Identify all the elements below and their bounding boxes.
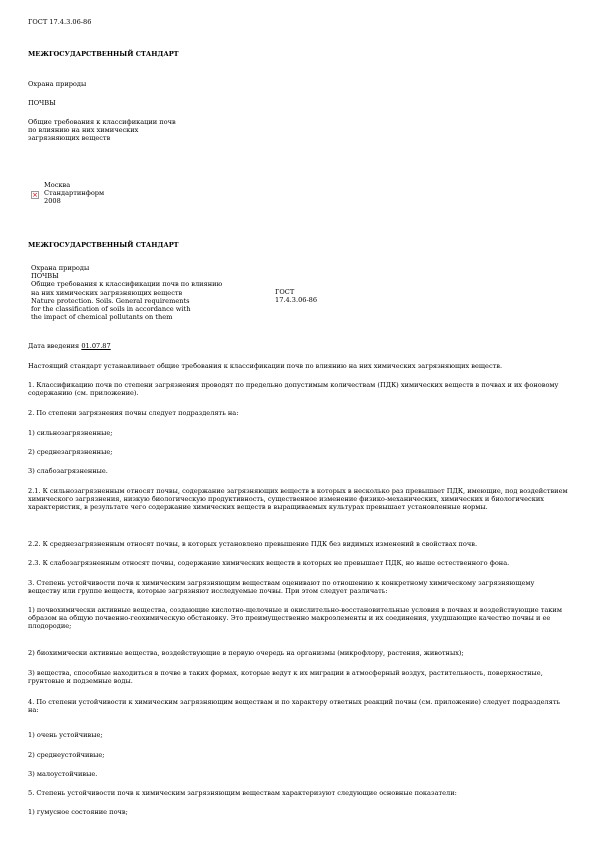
publisher-city: Москва — [44, 181, 71, 189]
standard-type-heading: МЕЖГОСУДАРСТВЕННЫЙ СТАНДАРТ — [28, 50, 179, 58]
publisher-block — [44, 181, 104, 206]
paragraph-2: 2. По степени загрязнения почвы следует подразделять на: — [28, 409, 239, 417]
broken-image-icon: × — [32, 191, 38, 199]
list-item: 2) среднезагрязненные; — [28, 448, 113, 456]
paragraph-3-1: 1) почвохимически активные вещества, создающие кислотно-щелочные и окислительно-восстановительные условия в почвах и воздействующие таким образом на общую почвенно-геохимическую обстановку. Это преимущественно макроэлементы и их соединения, ухудшающие качество почвы и ее плодородие; — [28, 606, 562, 631]
paragraph-3-2: 2) биохимически активные вещества, воздействующие в первую очередь на организмы (микрофлору, растения, животных); — [28, 649, 464, 657]
paragraph-4: 4. По степени устойчивости к химическим загрязняющим веществам и по характеру ответных реакций почвы (см. приложение) следует подразделять на: — [28, 698, 561, 715]
title-block-line: Охрана природы — [31, 264, 90, 272]
introduction-date — [28, 342, 111, 350]
publisher-name: Стандартинформ — [44, 189, 105, 198]
date-label: Дата введения — [28, 342, 80, 350]
gost-number: 17.4.3.06-86 — [275, 296, 318, 305]
publisher-year: 2008 — [44, 197, 61, 206]
title-block-line: for the classification of soils in accordance with — [31, 305, 191, 314]
title-block-line: на них химических загрязняющих веществ — [31, 288, 183, 297]
cover-title — [28, 118, 176, 143]
list-item: 1) сильнозагрязненные; — [28, 429, 113, 437]
list-item: 3) слабозагрязненные. — [28, 467, 108, 475]
title-block-right — [275, 288, 317, 304]
paragraph-1: 1. Классификацию почв по степени загрязнения проводят по предельно допустимым количествам (ПДК) химических веществ в почвах и их фоновому содержанию (см. приложение). — [28, 381, 559, 398]
title-block-line: ПОЧВЫ — [31, 272, 59, 281]
title-block-line: Nature protection. Soils. General requirements — [31, 296, 190, 305]
title-block-line: Общие требования к классификации почв по влиянию — [31, 280, 223, 289]
title-block-line: the impact of chemical pollutants on them — [31, 313, 173, 322]
paragraph-3: 3. Степень устойчивости почв к химическим загрязняющим веществам оценивают по отношению к конкретному химическому загрязняющему веществу или группе веществ, которые загрязняют исследуемые почвы. При этом следует различать: — [28, 579, 535, 596]
title-block-left — [31, 264, 269, 322]
cover-title-line: по влиянию на них химических — [28, 126, 139, 135]
list-item: 3) малоустойчивые. — [28, 770, 98, 778]
gost-label: ГОСТ — [275, 288, 295, 296]
paragraph-2-3: 2.3. К слабозагрязненным относят почвы, содержание химических веществ в которых не превышает ПДК, но выше естественного фона. — [28, 559, 510, 567]
paragraph-3-3: 3) вещества, способные находиться в почве в таких формах, которые ведут к их миграции в атмосферный воздух, растительность, поверхностные, грунтовые и подземные воды. — [28, 669, 543, 686]
paragraph-2-1: 2.1. К сильнозагрязненным относят почвы, содержание загрязняющих веществ в которых в несколько раз превышает ПДК, имеющие, под воздействием химического загрязнения, низкую биологическую продуктивность, существенное изменение физико-механических, химических и биологических характеристик, в результате чего содержание химических веществ в выращиваемых культурах превышает установленные нормы. — [28, 487, 568, 512]
paragraph-5: 5. Степень устойчивости почв к химическим загрязняющим веществам характеризуют следующие основные показатели: — [28, 789, 457, 797]
date-value: 01.07.87 — [81, 342, 111, 350]
subject-label: ПОЧВЫ — [28, 99, 56, 107]
list-item: 2) среднеустойчивые; — [28, 751, 105, 759]
scope-paragraph: Настоящий стандарт устанавливает общие требования к классификации почв по влиянию на них химических загрязняющих веществ. — [28, 362, 503, 370]
paragraph-2-2: 2.2. К среднезагрязненным относят почвы, в которых установлено превышение ПДК без видимых изменений в свойствах почв. — [28, 540, 478, 548]
series-label: Охрана природы — [28, 80, 87, 88]
cover-title-line: загрязняющих веществ — [28, 134, 111, 143]
list-item: 1) гумусное состояние почв; — [28, 808, 128, 816]
cover-title-line: Общие требования к классификации почв — [28, 118, 176, 126]
standard-type-heading-2: МЕЖГОСУДАРСТВЕННЫЙ СТАНДАРТ — [28, 241, 179, 249]
list-item: 1) очень устойчивые; — [28, 731, 103, 739]
gost-code: ГОСТ 17.4.3.06-86 — [28, 18, 92, 26]
